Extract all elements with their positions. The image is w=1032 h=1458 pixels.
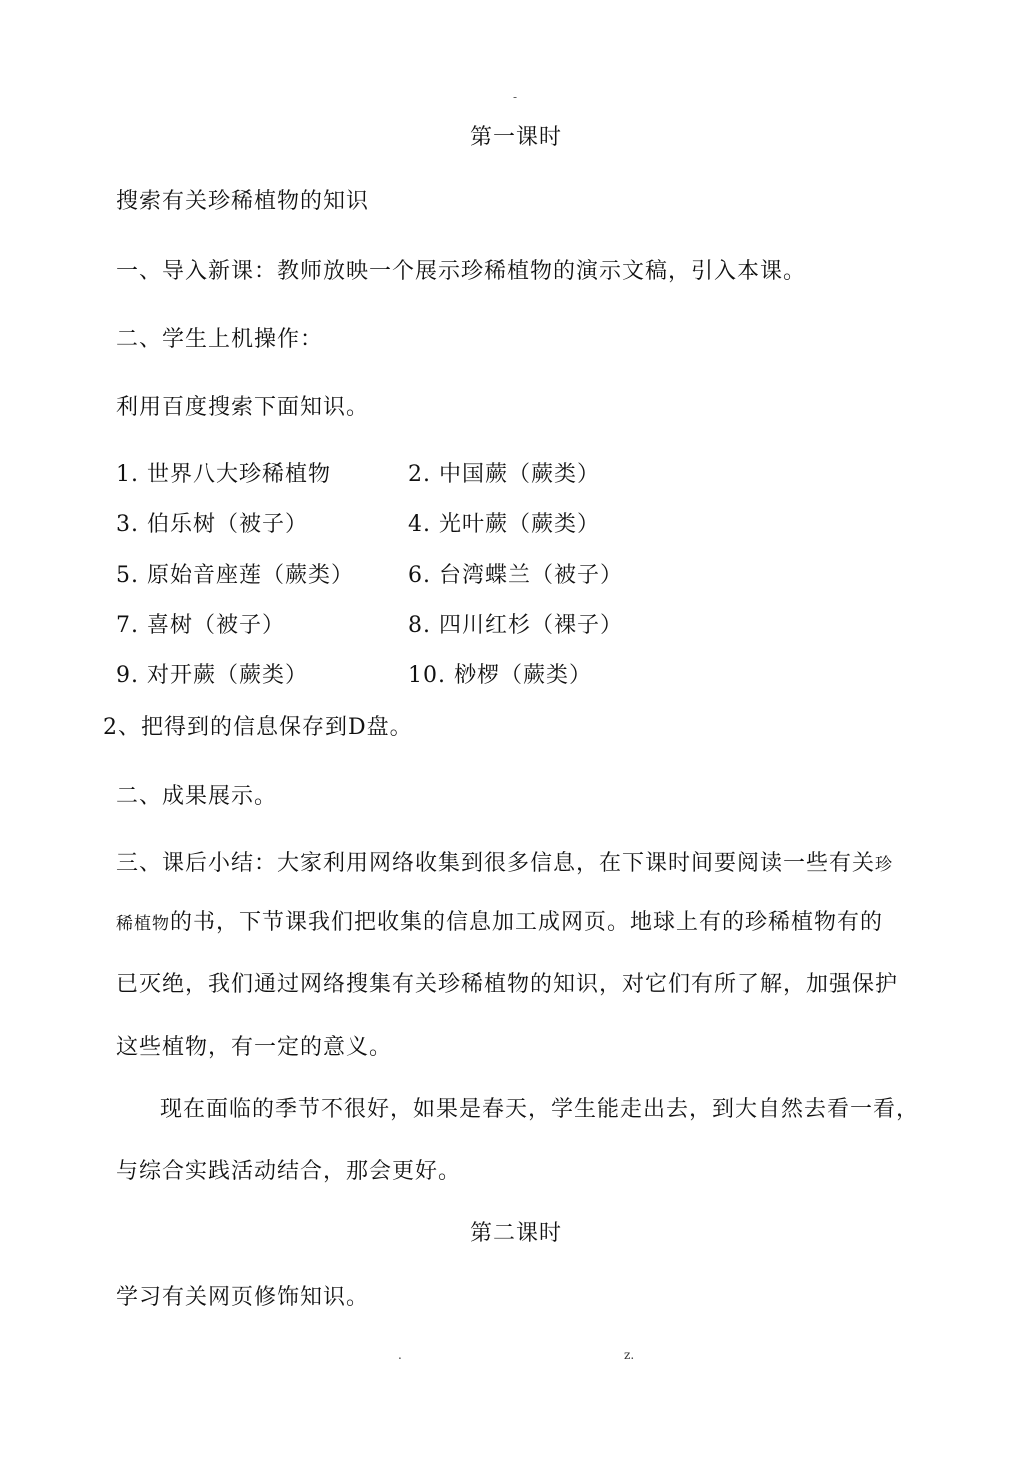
reflection-line-1: 现在面临的季节不很好，如果是春天，学生能走出去，到大自然去看一看， bbox=[160, 1097, 920, 1122]
summary-line-4: 这些植物，有一定的意义。 bbox=[116, 1035, 393, 1060]
list-item bbox=[116, 461, 676, 491]
header-mark: - bbox=[513, 90, 518, 104]
save-step: 2、把得到的信息保存到D盘。 bbox=[103, 715, 413, 740]
step-intro: 一、导入新课：教师放映一个展示珍稀植物的演示文稿，引入本课。 bbox=[116, 259, 807, 284]
list-item-right: 8. 四川红杉（裸子） bbox=[408, 613, 623, 638]
list-item-right: 6. 台湾蝶兰（被子） bbox=[408, 563, 623, 588]
list-item-right: 10. 桫椤（蕨类） bbox=[408, 663, 592, 688]
results-show: 二、成果展示。 bbox=[116, 784, 278, 809]
list-item-left: 9. 对开蕨（蕨类） bbox=[116, 663, 308, 688]
reflection-line-2: 与综合实践活动结合，那会更好。 bbox=[116, 1159, 462, 1184]
list-item bbox=[116, 662, 676, 692]
footer-left: . bbox=[398, 1348, 402, 1362]
lesson1-title: 第一课时 bbox=[469, 125, 562, 150]
lesson2-topic: 学习有关网页修饰知识。 bbox=[116, 1285, 370, 1310]
summary-line-1 bbox=[116, 850, 893, 879]
list-item-left: 1. 世界八大珍稀植物 bbox=[116, 462, 331, 487]
summary-line-3: 已灭绝，我们通过网络搜集有关珍稀植物的知识，对它们有所了解，加强保护 bbox=[116, 972, 899, 997]
footer-right: z. bbox=[624, 1348, 635, 1362]
list-item bbox=[116, 612, 676, 642]
summary-text: 三、课后小结：大家利用网络收集到很多信息，在下课时间要阅读一些有关 bbox=[116, 851, 876, 876]
list-item-right: 2. 中国蕨（蕨类） bbox=[408, 462, 600, 487]
list-item-right: 4. 光叶蕨（蕨类） bbox=[408, 512, 600, 537]
list-item-left: 7. 喜树（被子） bbox=[116, 613, 285, 638]
list-item bbox=[116, 562, 676, 592]
summary-small-text: 珍 bbox=[875, 855, 894, 875]
summary-text: 的书，下节课我们把收集的信息加工成网页。地球上有的珍稀植物有的 bbox=[170, 910, 884, 935]
list-item bbox=[116, 511, 676, 541]
list-item-left: 3. 伯乐树（被子） bbox=[116, 512, 308, 537]
summary-line-2 bbox=[116, 909, 883, 938]
lesson2-title: 第二课时 bbox=[469, 1221, 562, 1246]
lesson1-topic: 搜索有关珍稀植物的知识 bbox=[116, 189, 370, 214]
search-instruction: 利用百度搜索下面知识。 bbox=[116, 395, 370, 420]
list-item-left: 5. 原始音座莲（蕨类） bbox=[116, 563, 354, 588]
summary-small-text: 稀植物 bbox=[116, 914, 170, 934]
step-hands-on: 二、学生上机操作： bbox=[116, 327, 324, 352]
